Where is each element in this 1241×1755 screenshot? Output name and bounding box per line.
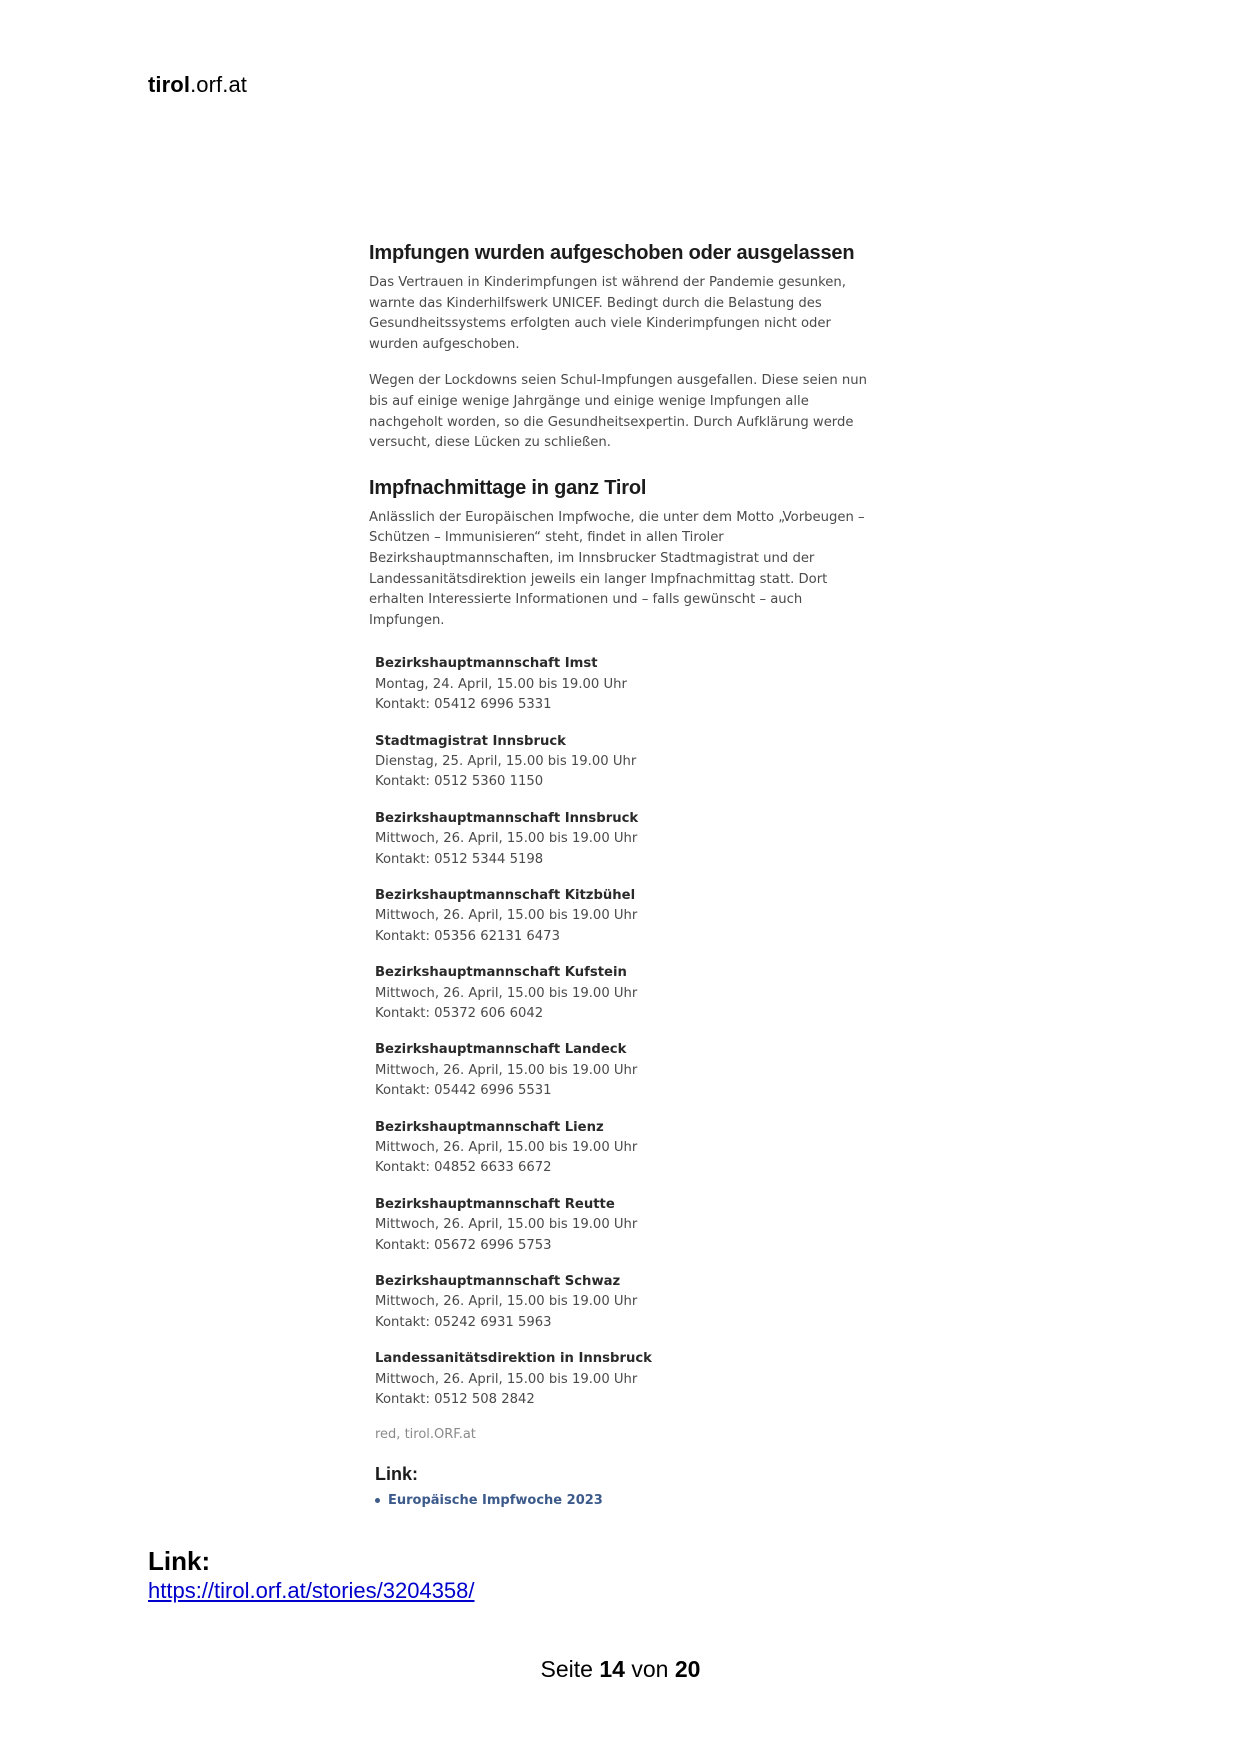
- office-entry: [375, 886, 869, 947]
- office-name: Bezirkshauptmannschaft Landeck: [375, 1042, 627, 1058]
- section-heading-vaccination-afternoons: Impfnachmittage in ganz Tirol: [369, 476, 647, 499]
- office-name: Bezirkshauptmannschaft Kufstein: [375, 965, 627, 981]
- office-contact: Kontakt: 0512 508 2842: [375, 1392, 535, 1408]
- office-entry: [375, 1349, 869, 1410]
- source-link-block: [148, 1545, 475, 1605]
- office-time: Mittwoch, 26. April, 15.00 bis 19.00 Uhr: [375, 1062, 638, 1078]
- office-entry: [375, 1272, 869, 1333]
- office-time: Mittwoch, 26. April, 15.00 bis 19.00 Uhr: [375, 1371, 638, 1387]
- office-contact: Kontakt: 05442 6996 5531: [375, 1083, 552, 1099]
- office-time: Mittwoch, 26. April, 15.00 bis 19.00 Uhr: [375, 1140, 638, 1156]
- site-header: [148, 72, 247, 98]
- office-name: Stadtmagistrat Innsbruck: [375, 733, 566, 749]
- office-contact: Kontakt: 05356 62131 6473: [375, 928, 560, 944]
- office-contact: Kontakt: 05412 6996 5331: [375, 697, 552, 713]
- article-paragraph: Wegen der Lockdowns seien Schul-Impfungen ausgefallen. Diese seien nun bis auf einige wenige Jahrgänge und einige wenige Impfungen alle nachgeholt worden, so die Gesundheitsexpertin. Durch Aufklärung werde versucht, diese Lücken zu schließen.: [369, 373, 867, 451]
- office-time: Mittwoch, 26. April, 15.00 bis 19.00 Uhr: [375, 985, 638, 1001]
- office-contact: Kontakt: 04852 6633 6672: [375, 1160, 552, 1176]
- office-contact: Kontakt: 0512 5344 5198: [375, 851, 544, 867]
- office-time: Mittwoch, 26. April, 15.00 bis 19.00 Uhr: [375, 831, 638, 847]
- office-contact: Kontakt: 0512 5360 1150: [375, 774, 544, 790]
- page-total: 20: [674, 1656, 701, 1682]
- page-prefix: Seite: [540, 1656, 600, 1682]
- article-credit: red, tirol.ORF.at: [375, 1426, 476, 1442]
- article-link-item[interactable]: [375, 1493, 869, 1508]
- office-time: Dienstag, 25. April, 15.00 bis 19.00 Uhr: [375, 753, 637, 769]
- office-list: [369, 654, 869, 1410]
- office-name: Bezirkshauptmannschaft Kitzbühel: [375, 887, 636, 903]
- bullet-icon: [375, 1498, 380, 1503]
- office-entry: [375, 809, 869, 870]
- office-name: Bezirkshauptmannschaft Imst: [375, 656, 598, 672]
- page-number: [0, 1656, 1241, 1683]
- office-contact: Kontakt: 05672 6996 5753: [375, 1237, 552, 1253]
- office-name: Bezirkshauptmannschaft Reutte: [375, 1196, 615, 1212]
- office-name: Landessanitätsdirektion in Innsbruck: [375, 1351, 652, 1367]
- office-time: Mittwoch, 26. April, 15.00 bis 19.00 Uhr: [375, 908, 638, 924]
- office-entry: [375, 1195, 869, 1256]
- site-name-rest: .orf.at: [190, 72, 248, 97]
- source-link-label: Link:: [148, 1546, 211, 1576]
- page-current: 14: [599, 1656, 625, 1682]
- office-time: Montag, 24. April, 15.00 bis 19.00 Uhr: [375, 676, 627, 692]
- page-mid: von: [624, 1656, 675, 1682]
- article-paragraph: Das Vertrauen in Kinderimpfungen ist während der Pandemie gesunken, warnte das Kinderhilfswerk UNICEF. Bedingt durch die Belastung des Gesundheitssystems erfolgten auch viele Kinderimpfungen nicht oder wurden aufgeschoben.: [369, 275, 846, 352]
- article-screenshot: [369, 240, 869, 1508]
- office-entry: [375, 1040, 869, 1101]
- office-contact: Kontakt: 05372 606 6042: [375, 1006, 544, 1021]
- office-name: Bezirkshauptmannschaft Lienz: [375, 1119, 604, 1135]
- office-entry: [375, 732, 869, 793]
- section-heading-vaccinations-postponed: Impfungen wurden aufgeschoben oder ausgelassen: [369, 242, 855, 264]
- office-name: Bezirkshauptmannschaft Innsbruck: [375, 810, 639, 826]
- article-paragraph: Anlässlich der Europäischen Impfwoche, die unter dem Motto „Vorbeugen – Schützen – Immunisieren“ steht, findet in allen Tiroler Bezirkshauptmannschaften, im Innsbrucker Stadtmagistrat und der Landessanitätsdirektion jeweils ein langer Impfnachmittag statt. Dort erhalten Interessierte Informationen und – falls gewünscht – auch Impfungen.: [369, 509, 865, 628]
- article-link-text[interactable]: Europäische Impfwoche 2023: [388, 1492, 603, 1508]
- office-entry: [375, 963, 869, 1024]
- office-contact: Kontakt: 05242 6931 5963: [375, 1314, 552, 1330]
- office-name: Bezirkshauptmannschaft Schwaz: [375, 1274, 621, 1290]
- article-link-heading: Link:: [375, 1463, 418, 1484]
- office-time: Mittwoch, 26. April, 15.00 bis 19.00 Uhr: [375, 1217, 638, 1233]
- source-url-link[interactable]: https://tirol.orf.at/stories/3204358/: [148, 1578, 475, 1603]
- site-name-bold: tirol: [148, 72, 191, 97]
- office-entry: [375, 1118, 869, 1179]
- article-link-section: [369, 1464, 869, 1508]
- office-entry: [375, 654, 869, 715]
- office-time: Mittwoch, 26. April, 15.00 bis 19.00 Uhr: [375, 1294, 638, 1310]
